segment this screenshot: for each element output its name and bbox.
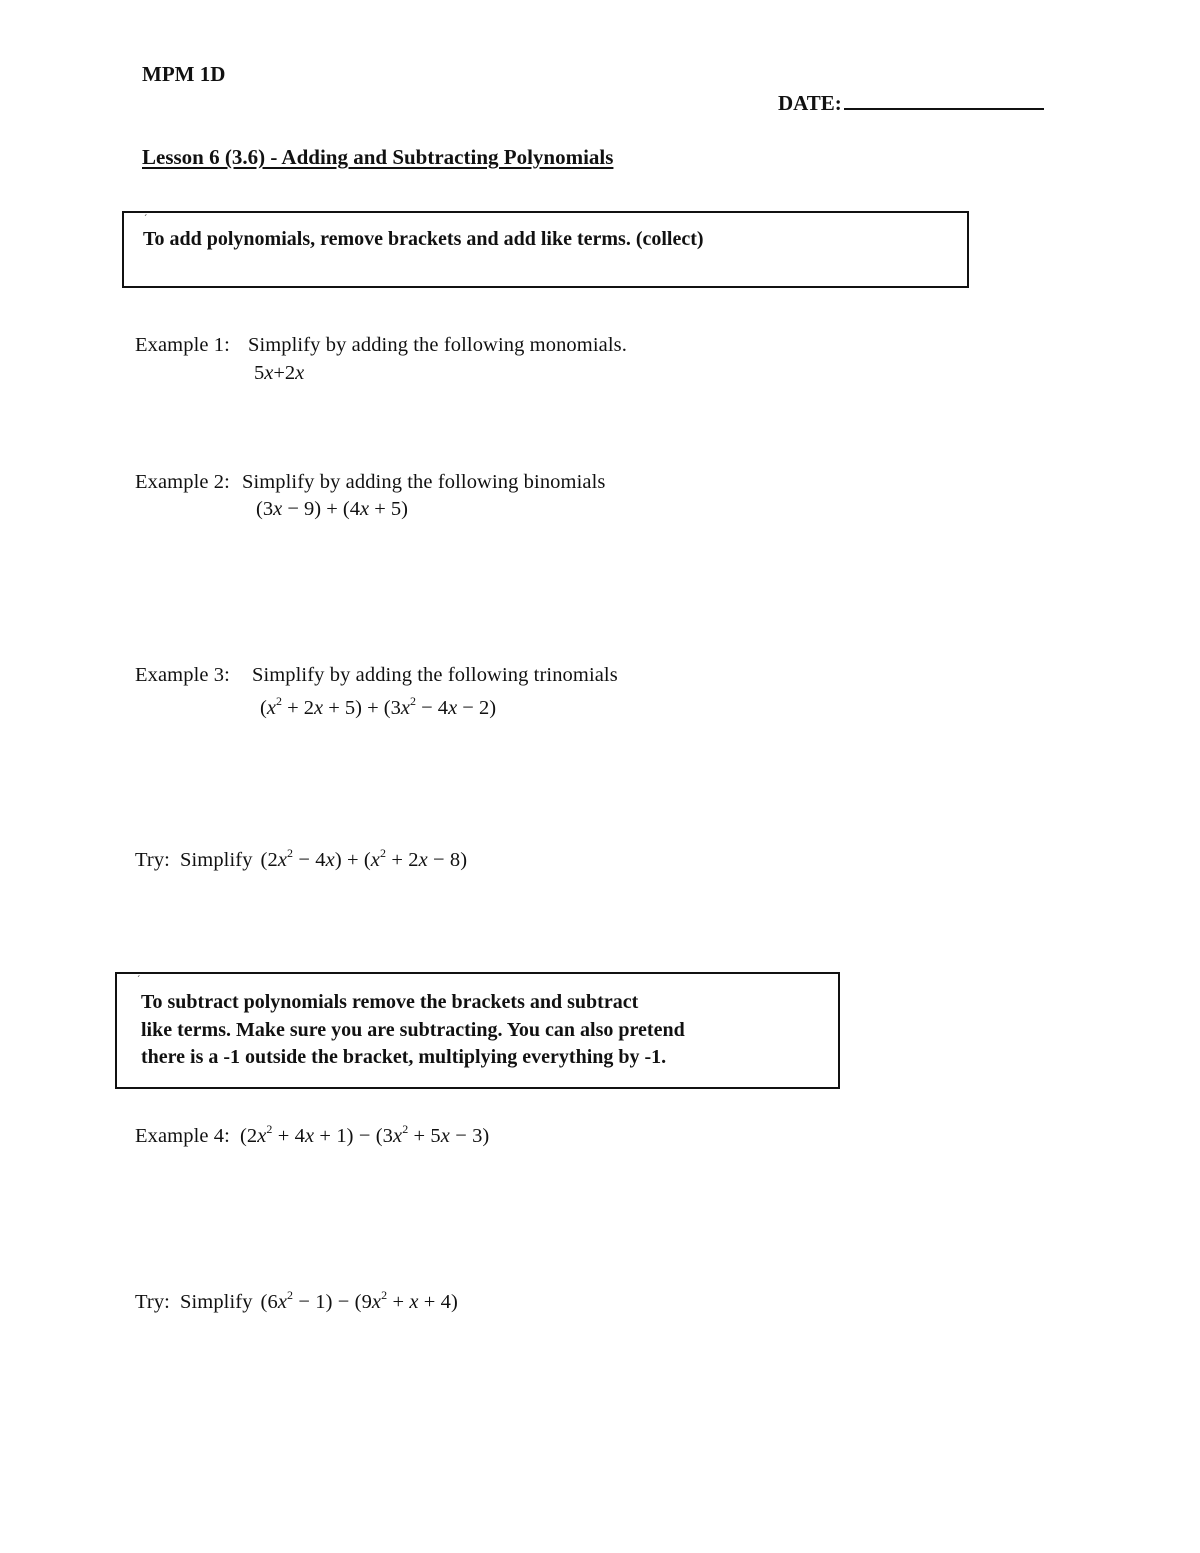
date-field <box>778 90 1044 116</box>
try-1-expression: $(2x^2 - 4x) + (x^2 + 2x - 8)$ <box>260 846 468 871</box>
try-1-instruction: Simplify <box>179 849 253 871</box>
example-3-expression: $(x^2 + 2x + 5) + (3x^2 - 4x - 2)$ <box>260 694 497 719</box>
course-code: MPM 1D <box>142 62 226 86</box>
example-2-expression: (3x − 9) + (4x + 5) <box>256 498 408 520</box>
example-3-instruction: Simplify by adding the following trinomials <box>251 664 618 686</box>
subtract-rule-box <box>115 972 840 1089</box>
box-tick-mark: ´ <box>144 214 148 225</box>
try-2-instruction: Simplify <box>179 1291 253 1313</box>
date-blank-line <box>844 90 1044 110</box>
subtract-rule-text <box>141 989 685 1072</box>
try-1 <box>135 846 468 872</box>
example-2-label: Example 2: <box>135 471 230 493</box>
try-2 <box>135 1288 458 1314</box>
example-1 <box>135 334 627 357</box>
subtract-rule-line: there is a -1 outside the bracket, multiplying everything by -1. <box>141 1046 667 1068</box>
try-2-expression: $(6x^2 - 1) - (9x^2 + x + 4)$ <box>260 1288 458 1313</box>
example-2-instruction: Simplify by adding the following binomials <box>241 471 606 493</box>
box-tick-mark: ´ <box>137 975 141 986</box>
example-4 <box>135 1122 490 1148</box>
example-2 <box>135 471 605 494</box>
example-1-label: Example 1: <box>135 334 230 356</box>
example-4-expression: $(2x^2 + 4x + 1) - (3x^2 + 5x - 3)$ <box>239 1122 490 1147</box>
subtract-rule-line: like terms. Make sure you are subtracting. You can also pretend <box>141 1018 685 1041</box>
lesson-title: Lesson 6 (3.6) - Adding and Subtracting Polynomials <box>142 145 614 169</box>
add-rule-box <box>122 211 969 288</box>
date-label: DATE: <box>778 91 842 115</box>
example-3 <box>135 664 618 687</box>
example-1-instruction: Simplify by adding the following monomials. <box>247 334 627 356</box>
try-2-label: Try: <box>135 1291 170 1313</box>
example-1-expression: 5x+2x <box>254 362 305 384</box>
example-4-label: Example 4: <box>135 1125 230 1147</box>
try-1-label: Try: <box>135 849 170 871</box>
subtract-rule-line: To subtract polynomials remove the brackets and subtract <box>141 991 639 1013</box>
example-3-label: Example 3: <box>135 664 230 686</box>
add-rule-text: To add polynomials, remove brackets and add like terms. (collect) <box>143 228 704 250</box>
